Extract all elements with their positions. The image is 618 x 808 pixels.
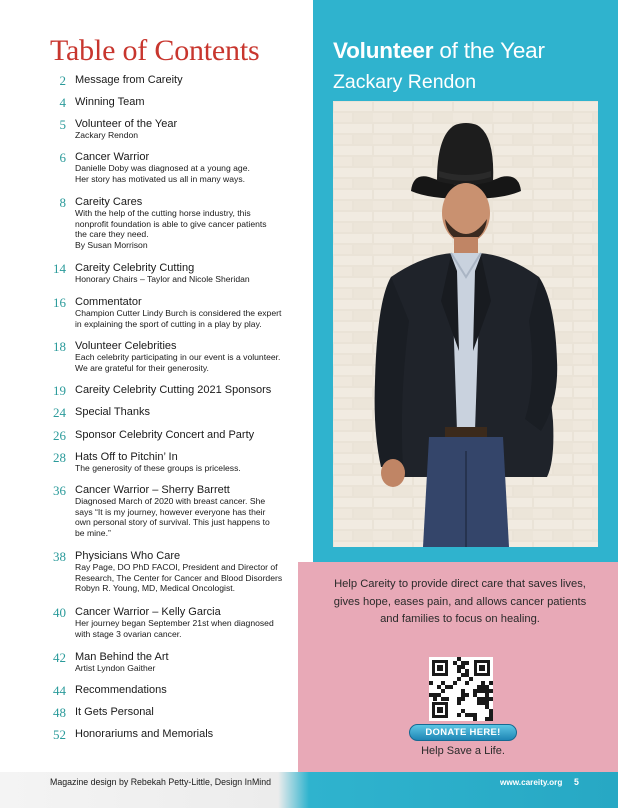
website-link[interactable]: www.careity.org: [500, 778, 563, 787]
toc-description-line: Honorary Chairs – Taylor and Nicole Sheridan: [75, 274, 250, 284]
donate-message-line: and families to focus on healing.: [380, 613, 540, 625]
toc-page-number: 8: [59, 195, 66, 210]
toc-description-line: the care they need.: [75, 229, 149, 240]
volunteer-photo: [333, 101, 598, 547]
toc-description-line: Diagnosed March of 2020 with breast cancer. She: [75, 496, 266, 506]
toc-entry-title[interactable]: It Gets Personal: [75, 706, 154, 718]
toc-entry-title[interactable]: Physicians Who Care: [75, 550, 181, 562]
toc-page-number: 28: [53, 450, 66, 465]
toc-entry-title[interactable]: Honorariums and Memorials: [75, 728, 214, 740]
toc-page-number: 38: [53, 549, 66, 564]
qr-code[interactable]: [429, 657, 493, 721]
donate-message-line: gives hope, eases pain, and allows cancer patients: [333, 595, 587, 608]
toc-entry-title[interactable]: Careity Celebrity Cutting 2021 Sponsors: [75, 384, 272, 396]
toc-entry-description: [75, 663, 305, 674]
toc-entry-description: [75, 618, 305, 639]
toc-description-line: Each celebrity participating in our event is a volunteer.: [75, 352, 281, 362]
toc-entry-title[interactable]: Volunteer of the Year: [75, 118, 178, 130]
feature-title-rest: of the Year: [433, 38, 545, 63]
toc-entry-description: [75, 463, 305, 474]
toc-description-line: Artist Lyndon Gaither: [75, 663, 156, 673]
feature-name: Zackary Rendon: [333, 71, 477, 93]
toc-entry-title[interactable]: Hats Off to Pitchin’ In: [75, 451, 178, 463]
toc-page-number: 6: [59, 150, 66, 165]
toc-page-number: 24: [53, 405, 66, 420]
toc-page-number: 16: [53, 295, 66, 310]
toc-entry-title[interactable]: Cancer Warrior: [75, 151, 150, 163]
toc-entry-description: [75, 496, 305, 539]
toc-page-number: 44: [53, 683, 66, 698]
toc-description-line: with stage 3 ovarian cancer.: [75, 628, 182, 639]
toc-entry-title[interactable]: Cancer Warrior – Kelly Garcia: [75, 606, 221, 618]
toc-entry-description: [75, 163, 305, 184]
toc-entry-title[interactable]: Careity Celebrity Cutting: [75, 262, 195, 274]
toc-entry-title[interactable]: Commentator: [75, 296, 142, 308]
toc-description-line: By Susan Morrison: [75, 240, 148, 251]
toc-page-number: 42: [53, 650, 66, 665]
feature-title-bold: Volunteer: [333, 38, 434, 63]
toc-entry-title[interactable]: Message from Careity: [75, 74, 183, 86]
toc-entry-title[interactable]: Volunteer Celebrities: [75, 340, 177, 352]
toc-entry-description: [75, 352, 305, 373]
toc-entry-title[interactable]: Man Behind the Art: [75, 651, 169, 663]
toc-page-number: 36: [53, 483, 66, 498]
toc-description-line: be mine.”: [75, 528, 111, 539]
toc-entry-description: [75, 208, 305, 251]
toc-page-number: 4: [59, 95, 66, 110]
toc-description-line: own personal story of survival. This just happens to: [75, 517, 270, 528]
toc-page-number: 14: [53, 261, 66, 276]
toc-entry-description: [75, 308, 305, 329]
toc-entry-title[interactable]: Winning Team: [75, 96, 145, 108]
toc-page-number: 19: [53, 383, 66, 398]
toc-entry-description: [75, 562, 305, 594]
toc-description-line: in explaining the sport of cutting in a play by play.: [75, 318, 262, 329]
toc-description-line: The generosity of these groups is priceless.: [75, 463, 241, 473]
toc-page-number: 26: [53, 428, 66, 443]
toc-description-line: Her journey began September 21st when diagnosed: [75, 618, 274, 628]
toc-description-line: We are grateful for their generosity.: [75, 362, 209, 373]
toc-page-number: 2: [59, 73, 66, 88]
toc-page-number: 52: [53, 727, 66, 742]
donate-tagline: Help Save a Life.: [421, 745, 505, 757]
toc-description-line: Research, The Center for Cancer and Blood Disorders: [75, 572, 283, 583]
page-number: 5: [574, 777, 579, 787]
toc-page-number: 48: [53, 705, 66, 720]
toc-description-line: Robyn R. Young, MD, Medical Oncologist.: [75, 583, 236, 594]
toc-description-line: With the help of the cutting horse industry, this: [75, 208, 251, 218]
donate-button[interactable]: DONATE HERE!: [409, 724, 517, 741]
toc-description-line: Danielle Doby was diagnosed at a young age.: [75, 163, 250, 173]
toc-description-line: Ray Page, DO PhD FACOI, President and Director of: [75, 562, 278, 572]
toc-entry-title[interactable]: Sponsor Celebrity Concert and Party: [75, 429, 255, 441]
toc-description-line: Champion Cutter Lindy Burch is considered the expert: [75, 308, 282, 318]
feature-title: [333, 38, 545, 64]
toc-page-number: 40: [53, 605, 66, 620]
toc-entry-title[interactable]: Recommendations: [75, 684, 167, 696]
toc-page-number: 18: [53, 339, 66, 354]
toc-entry-description: [75, 130, 305, 141]
toc-entry-description: [75, 274, 305, 285]
donate-message: [310, 576, 610, 629]
toc-entry-title[interactable]: Cancer Warrior – Sherry Barrett: [75, 484, 230, 496]
toc-description-line: Her story has motivated us all in many ways.: [75, 173, 246, 184]
toc-description-line: Zackary Rendon: [75, 130, 139, 140]
toc-entry-title[interactable]: Special Thanks: [75, 406, 151, 418]
toc-description-line: says “It is my journey, however everyone has their: [75, 506, 266, 517]
design-credit: Magazine design by Rebekah Petty-Little, Design InMind: [50, 777, 272, 787]
toc-page-number: 5: [59, 117, 66, 132]
toc-entry-title[interactable]: Careity Cares: [75, 196, 143, 208]
toc-heading: Table of Contents: [50, 34, 260, 67]
donate-message-line: Help Careity to provide direct care that saves lives,: [334, 578, 586, 590]
toc-description-line: nonprofit foundation is able to give cancer patients: [75, 218, 267, 229]
